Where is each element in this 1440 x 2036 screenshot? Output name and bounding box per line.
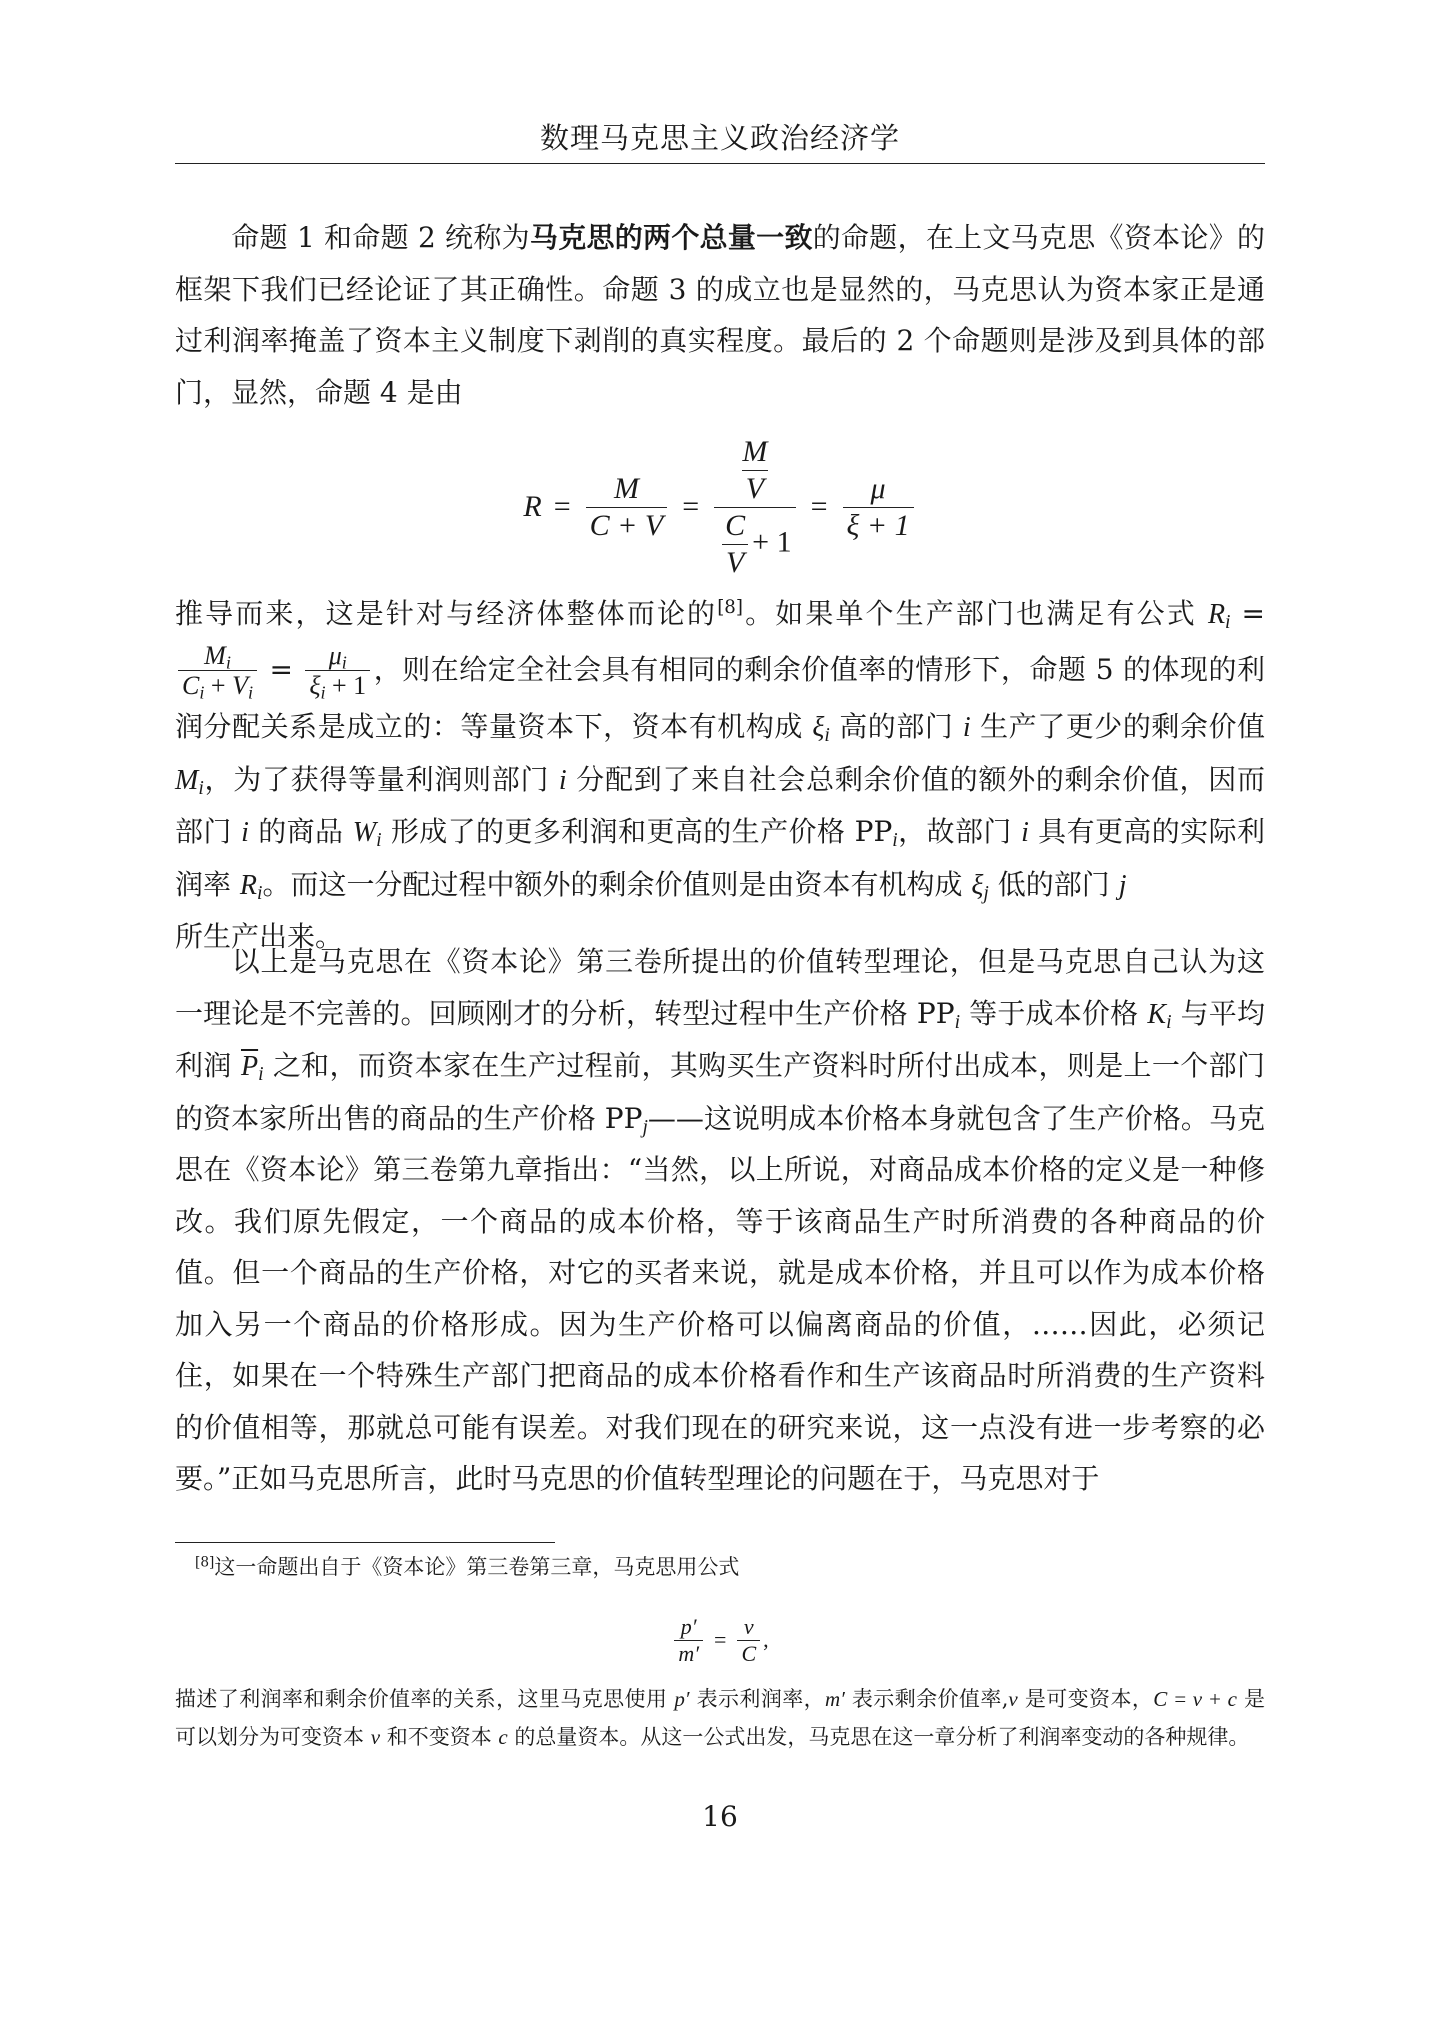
subscript: i (1166, 1011, 1172, 1033)
text: 之和，而资本家在生产过程前，其购买生产资料时所付出成本，则是上一个部门的资本家所出售的商品的生产价格 (175, 1049, 1265, 1135)
text: 的命题，在上文马克思《资本论》的框架下我们已经论证了其正确性。命题 3 的成立也是显然的，马克思认为资本家正是通过利润率掩盖了资本主义制度下剥削的真实程度。最后的 2 个命题则是涉及到具体的部门，显然，命题 4 是由 (175, 221, 1265, 409)
page-number: 16 (702, 1800, 738, 1833)
text: 和不变资本 (386, 1725, 492, 1749)
inline-math (854, 815, 898, 852)
text: 的总量资本。从这一公式出发，马克思在这一章分析了利润率变动的各种规律。 (514, 1725, 1250, 1749)
text: 这一命题出自于《资本论》第三卷第三章，马克思用公式 (214, 1555, 740, 1579)
fraction-mu-over-xi (843, 471, 914, 544)
eq-sign: = (714, 1627, 727, 1652)
footnote-body (175, 1680, 1265, 1756)
denominator: C + V (586, 507, 668, 544)
footnote-ref[interactable]: [8] (717, 597, 743, 618)
footnote-rule (175, 1542, 555, 1543)
inline-math (1147, 998, 1172, 1033)
inline-math: i (241, 817, 249, 849)
text: 是可变资本， (1024, 1687, 1154, 1711)
symbol: ξ (812, 712, 825, 744)
footnote-line-1 (175, 1548, 1265, 1586)
inline-math: C = v + c (1153, 1687, 1237, 1711)
symbol: V (232, 671, 248, 701)
symbol: ξ (971, 869, 984, 901)
text: ，则在给定全社会具有相同的剩余价值率的情形下，命题 5 的体现的利润分配关系是成立的：等量资本下，资本有机构成 (175, 652, 1265, 744)
running-header: 数理马克思主义政治经济学 (539, 121, 900, 155)
bold-term: 马克思的两个总量一致 (529, 221, 813, 254)
denominator: V (722, 544, 748, 581)
text: 是可以划分为可变资本 (175, 1687, 1265, 1749)
fraction-v-over-c (737, 1614, 760, 1666)
inline-math: i (1021, 817, 1029, 849)
numerator: v (743, 1614, 754, 1640)
numerator: μ (870, 471, 886, 505)
numerator: M (742, 434, 768, 468)
subscript: i (199, 682, 205, 703)
text: 。如果单个生产部门也满足有公式 (742, 597, 1197, 630)
numerator: C (725, 508, 746, 542)
symbol: PP (854, 815, 893, 849)
inline-math: v (1008, 1687, 1018, 1711)
numerator (325, 641, 351, 671)
fraction-p-over-m (674, 1614, 703, 1666)
inline-math (1207, 599, 1231, 633)
subscript: i (258, 1063, 264, 1085)
inline-math (916, 996, 961, 1033)
comma: , (763, 1627, 769, 1652)
denominator: C (737, 1640, 760, 1666)
inline-math (240, 1051, 264, 1085)
symbol: ξ (309, 671, 321, 701)
text: 形成了的更多利润和更高的生产价格 (390, 815, 846, 849)
subscript: i (198, 777, 204, 799)
display-equation (175, 432, 1265, 582)
subscript: i (376, 830, 382, 852)
inline-math: c (498, 1725, 508, 1749)
footnote-mark: [8] (195, 1554, 215, 1571)
inline-math: j (1118, 869, 1127, 901)
symbol: $\overline{P}$ (240, 1051, 259, 1082)
inline-math: v (370, 1725, 381, 1749)
text: 。而这一分配过程中额外的剩余价值则是由资本有机构成 (262, 867, 963, 901)
text: ，故部门 (897, 815, 1012, 849)
inline-fraction (305, 641, 370, 702)
subscript: i (1225, 611, 1231, 633)
inline-math (604, 1101, 648, 1138)
subscript: j (983, 882, 989, 904)
symbol: R (239, 869, 258, 901)
text: ——这说明成本价格本身就包含了生产价格。马克思在《资本论》第三卷第九章指出：“当然，以上所说，对商品成本价格的定义是一种修改。我们原先假定，一个商品的成本价格，等于该商品生产时所消费的各种商品的价值。但一个商品的生产价格，对它的买者来说，就是成本价格，并且可以作为成本价格加入另一个商品的价格形成。因为生产价格可以偏离商品的价值，……因此，必须记住，如果在一个特殊生产部门把商品的成本价格看作和生产该商品时所消费的生产资料的价值相等，那就总可能有误差。对我们现在的研究来说，这一点没有进一步考察的必要。”正如马克思所言，此时马克思的价值转型理论的问题在于，马克思对于 (175, 1101, 1265, 1495)
inline-math (175, 764, 204, 799)
plus-one: + 1 (752, 524, 792, 558)
inline-math (239, 869, 263, 904)
text: 以上是马克思在《资本论》第三卷所提出的价值转型理论，但是马克思自己认为这一理论是不完善的。回顾刚才的分析，转型过程中生产价格 (175, 945, 1265, 1030)
text: 等于成本价格 (969, 996, 1139, 1030)
paragraph-1 (175, 212, 1265, 418)
subscript: i (247, 682, 254, 703)
inline-math: i (962, 712, 971, 744)
numerator (200, 641, 235, 671)
denominator: V (742, 470, 768, 507)
text: 的商品 (258, 815, 344, 849)
eq-lhs: R (523, 490, 542, 523)
inline-math (971, 869, 989, 904)
subscript: j (642, 1116, 648, 1138)
plus: + (204, 671, 233, 701)
subscript: i (225, 652, 231, 673)
text: 描述了利润率和剩余价值率的关系，这里马克思使用 (175, 1687, 668, 1711)
subscript: i (320, 682, 326, 703)
text: ，为了获得等量利润则部门 (203, 762, 550, 796)
text: 与平均利润 (175, 996, 1265, 1082)
compound-fraction (714, 434, 795, 581)
numerator: M (613, 471, 639, 505)
numerator (731, 434, 778, 507)
symbol: PP (604, 1101, 643, 1135)
text: 所生产出来。 (175, 920, 344, 954)
eq-sign: = (682, 490, 700, 523)
inline-math: p′ (674, 1687, 690, 1711)
eq-sign: = (810, 490, 828, 523)
fraction-m-over-cv (586, 471, 668, 544)
numerator: p′ (680, 1614, 697, 1640)
text: 生产了更少的剩余价值 (980, 710, 1265, 744)
text: 低的部门 (997, 867, 1110, 901)
inline-math: i (558, 764, 567, 796)
text: 分配到了来自社会总剩余价值的额外的剩余价值，因而部门 (175, 762, 1266, 849)
subscript: i (954, 1011, 961, 1033)
inline-math (352, 817, 382, 852)
eq-sign: = (553, 490, 571, 523)
denominator (305, 670, 370, 701)
text: 推导而来，这是针对与经济体整体而论的 (175, 597, 718, 630)
symbol: K (1147, 998, 1167, 1030)
symbol: M (204, 640, 226, 670)
denominator (178, 670, 257, 701)
subscript: i (824, 725, 830, 747)
subscript: i (341, 652, 347, 673)
text: 具有更高的实际利润率 (175, 815, 1265, 901)
inline-math (812, 712, 830, 747)
symbol: M (175, 764, 199, 796)
paragraph-2: 推导而来，这是针对与经济体整体而论的[8]。如果单个生产部门也满足有公式 $R_i$ = $\frac{M_i}{C_i + V_i}$ = $\frac{\mu_i}{\xi_i + 1}$ ，则在给定全社会具有相同的剩余价值率的情形下，命题 5 的体现的利润分配关系是成立的：等量资本下，资本有机构成 $\xi_i$ 高的部门 i 生产了更少的剩余价值 $M_i$，为了获得等量利润则部门 i 分配到了来自社会总剩余价值的额外的剩余价值，因而部门 i 的商品 $W_i$ 形成了的更多利润和更高的生产价格 $PP_i$，故部门 i 具有更高的实际利润率 $R_i$。而这一分配过程中额外的剩余价值则是由资本有机构成 $\xi_j$ 低的部门 j 所生产出来。 (175, 597, 1266, 954)
text: 命题 1 和命题 2 统称为 (231, 221, 530, 254)
paragraph-3 (175, 936, 1265, 1505)
denominator: ξ + 1 (843, 507, 914, 544)
symbol: C (182, 671, 200, 701)
header-rule (175, 163, 1265, 164)
inline-math: m′ (825, 1687, 845, 1711)
symbol: R (1207, 599, 1226, 630)
text: 表示利润率， (696, 1687, 826, 1711)
denominator: m′ (674, 1640, 703, 1666)
symbol: PP (916, 996, 955, 1030)
symbol: μ (328, 640, 342, 670)
plus-one: + 1 (325, 671, 367, 701)
text: 高的部门 (839, 710, 954, 744)
symbol: W (352, 817, 377, 849)
subscript: i (257, 882, 263, 904)
footnote-equation (175, 1605, 1265, 1675)
subscript: i (892, 830, 898, 852)
denominator (714, 507, 795, 581)
inline-fraction (178, 641, 257, 702)
text: 表示剩余价值率, (851, 1687, 1009, 1711)
fraction-m-over-v (738, 434, 771, 507)
fraction-c-over-v (721, 508, 749, 581)
